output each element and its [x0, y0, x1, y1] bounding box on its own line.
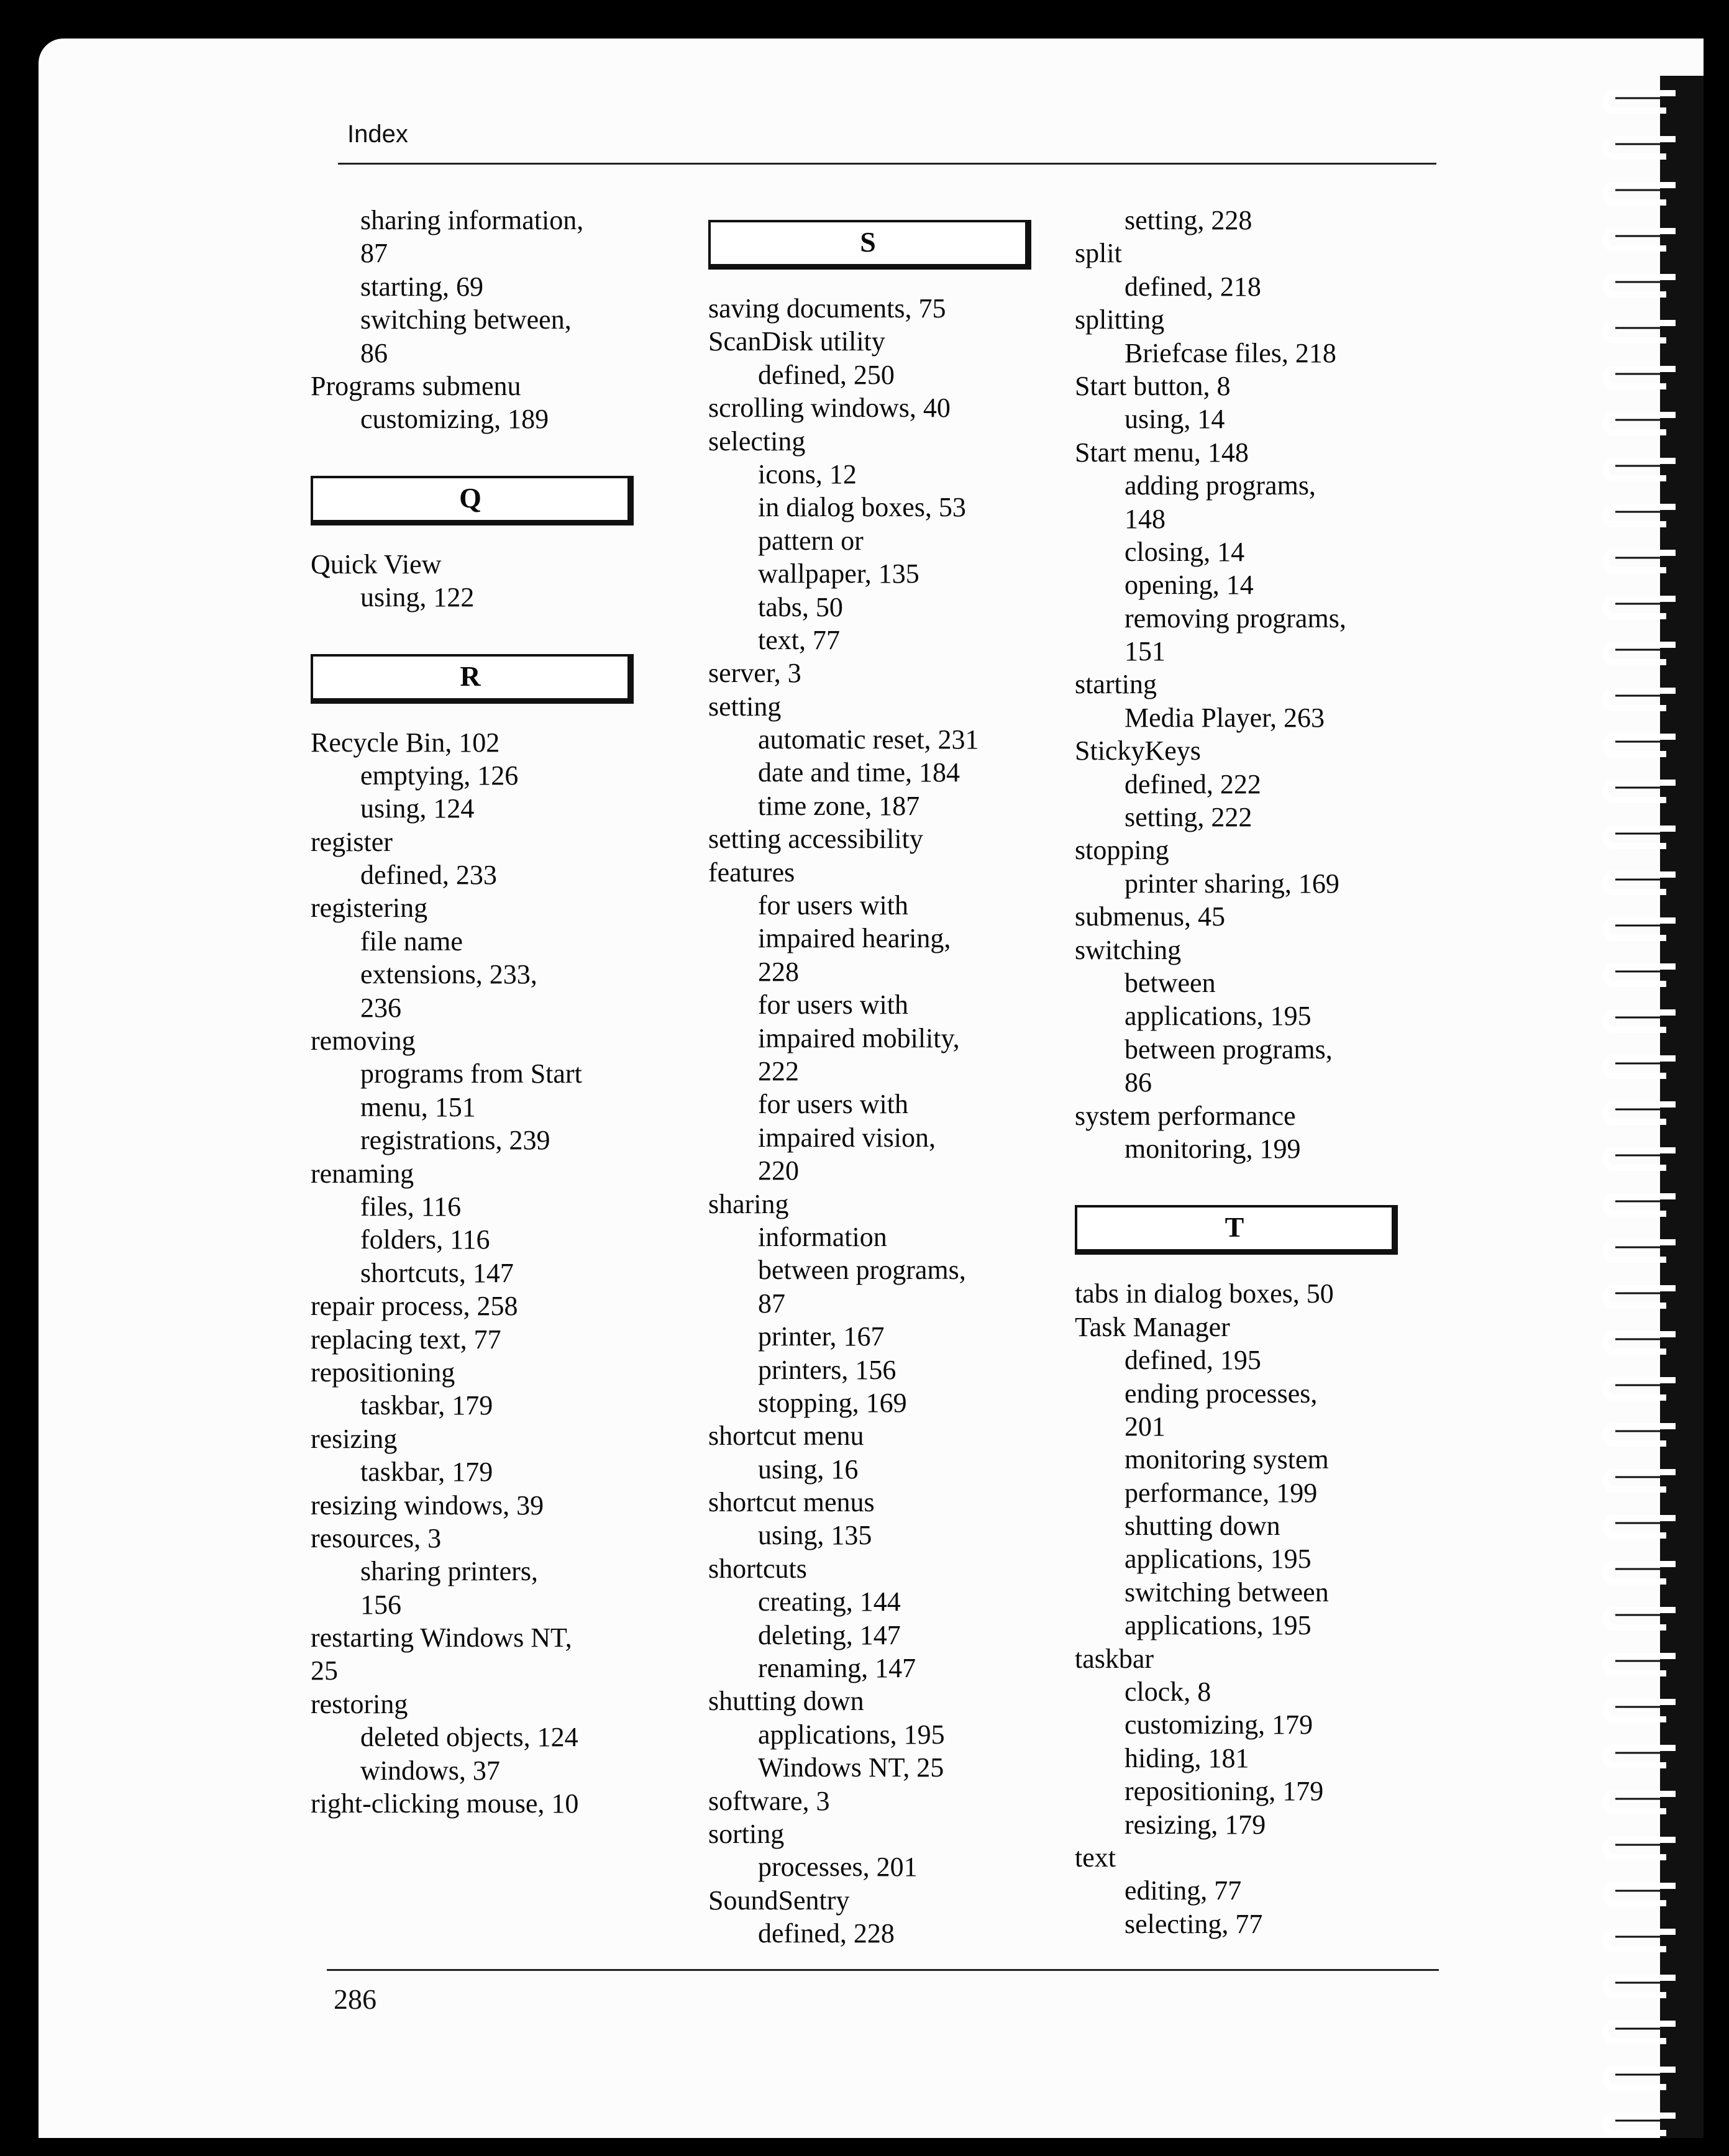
section-letter-t: T — [1075, 1205, 1398, 1255]
index-subentry: applications, 195 — [758, 1719, 945, 1750]
index-subentry: customizing, 179 — [1125, 1709, 1313, 1740]
index-subentry: registrations, 239 — [360, 1125, 550, 1156]
index-entry: removing — [311, 1026, 416, 1057]
index-entry: saving documents, 75 — [708, 293, 946, 324]
index-entry: starting — [1075, 669, 1157, 700]
index-entry: features — [708, 857, 795, 888]
index-subentry: information — [758, 1221, 887, 1252]
index-subentry: pattern or — [758, 525, 864, 556]
index-subentry: deleting, 147 — [758, 1619, 901, 1650]
section-gap — [1075, 1165, 1398, 1198]
index-subentry: adding programs, — [1125, 470, 1316, 501]
index-entry: repair process, 258 — [311, 1291, 518, 1322]
index-subentry: setting, 222 — [1125, 802, 1252, 833]
index-subentry: editing, 77 — [1125, 1875, 1242, 1906]
index-subentry: automatic reset, 231 — [758, 724, 979, 755]
index-subentry: impaired hearing, — [758, 923, 951, 954]
index-subentry: using, 14 — [1125, 404, 1225, 435]
index-entry: scrolling windows, 40 — [708, 393, 951, 424]
index-subentry: 86 — [360, 337, 388, 368]
index-subentry: folders, 116 — [360, 1224, 490, 1255]
index-entry: sharing — [708, 1188, 789, 1219]
index-subentry: clock, 8 — [1125, 1676, 1211, 1708]
index-subentry: stopping, 169 — [758, 1387, 907, 1418]
book-page — [39, 39, 1704, 2138]
index-entry: Start button, 8 — [1075, 370, 1231, 401]
index-entry: shortcut menu — [708, 1421, 864, 1452]
index-entry: StickyKeys — [1075, 735, 1201, 766]
index-subentry: defined, 228 — [758, 1918, 895, 1949]
index-subentry: file name — [360, 926, 463, 957]
index-subentry: switching between — [1125, 1576, 1329, 1608]
index-entry: ScanDisk utility — [708, 326, 885, 357]
index-subentry: tabs, 50 — [758, 591, 843, 622]
index-subentry: removing programs, — [1125, 603, 1346, 634]
index-entry: tabs in dialog boxes, 50 — [1075, 1278, 1334, 1309]
index-subentry: 222 — [758, 1055, 799, 1086]
index-subentry: time zone, 187 — [758, 790, 920, 821]
index-subentry: starting, 69 — [360, 271, 483, 302]
index-subentry: 87 — [360, 238, 388, 269]
index-entry: shortcuts — [708, 1553, 807, 1584]
index-subentry: wallpaper, 135 — [758, 558, 919, 589]
footer-rule — [327, 1969, 1439, 1971]
index-entry: repositioning — [311, 1357, 455, 1388]
index-entry: register — [311, 826, 393, 857]
index-entry: restarting Windows NT, — [311, 1622, 572, 1653]
index-subentry: printers, 156 — [758, 1354, 896, 1385]
index-entry: right-clicking mouse, 10 — [311, 1788, 579, 1819]
index-entry: system performance — [1075, 1100, 1296, 1131]
index-subentry: date and time, 184 — [758, 757, 960, 788]
index-subentry: 228 — [758, 956, 799, 987]
index-entry: software, 3 — [708, 1785, 830, 1816]
header-rule — [338, 163, 1436, 165]
index-subentry: menu, 151 — [360, 1091, 476, 1122]
index-entry: text — [1075, 1842, 1116, 1873]
index-subentry: icons, 12 — [758, 458, 857, 489]
index-subentry: creating, 144 — [758, 1586, 901, 1617]
index-subentry: performance, 199 — [1125, 1477, 1318, 1508]
index-subentry: 151 — [1125, 636, 1166, 667]
index-entry: replacing text, 77 — [311, 1324, 501, 1355]
index-entry: stopping — [1075, 835, 1169, 866]
index-subentry: 87 — [758, 1288, 785, 1319]
index-entry: 25 — [311, 1655, 338, 1686]
index-entry: selecting — [708, 425, 806, 457]
index-subentry: 86 — [1125, 1067, 1152, 1098]
index-subentry: monitoring system — [1125, 1444, 1329, 1475]
index-subentry: defined, 218 — [1125, 271, 1261, 302]
index-subentry: sharing printers, — [360, 1556, 538, 1587]
index-entry: Start menu, 148 — [1075, 437, 1249, 468]
index-subentry: printer, 167 — [758, 1321, 885, 1352]
index-subentry: setting, 228 — [1125, 205, 1252, 235]
section-gap — [311, 614, 634, 647]
index-entry: restoring — [311, 1688, 408, 1719]
index-subentry: Briefcase files, 218 — [1125, 337, 1336, 368]
index-subentry: opening, 14 — [1125, 570, 1254, 601]
index-subentry: Windows NT, 25 — [758, 1752, 944, 1783]
index-entry: server, 3 — [708, 658, 801, 689]
index-subentry: using, 124 — [360, 793, 475, 824]
section-letter-q: Q — [311, 476, 634, 525]
index-entry: SoundSentry — [708, 1885, 850, 1916]
index-entry: Task Manager — [1075, 1311, 1230, 1342]
index-subentry: between — [1125, 967, 1216, 998]
index-column-2 — [708, 212, 1031, 1950]
index-subentry: processes, 201 — [758, 1852, 918, 1883]
index-subentry: monitoring, 199 — [1125, 1133, 1301, 1164]
index-entry: setting — [708, 691, 782, 722]
index-entry: Recycle Bin, 102 — [311, 727, 500, 758]
index-entry: sorting — [708, 1818, 785, 1849]
index-entry: setting accessibility — [708, 824, 923, 855]
index-entry: registering — [311, 893, 428, 924]
index-subentry: Media Player, 263 — [1125, 702, 1325, 733]
index-subentry: renaming, 147 — [758, 1653, 916, 1684]
index-subentry: closing, 14 — [1125, 536, 1245, 567]
index-entry: Programs submenu — [311, 370, 521, 401]
index-subentry: windows, 37 — [360, 1755, 500, 1786]
index-subentry: using, 122 — [360, 582, 475, 613]
index-subentry: defined, 222 — [1125, 768, 1261, 799]
index-subentry: customizing, 189 — [360, 404, 549, 435]
index-entry: taskbar — [1075, 1643, 1154, 1674]
index-entry: shortcut menus — [708, 1487, 875, 1518]
index-subentry: 201 — [1125, 1411, 1166, 1442]
index-subentry: printer sharing, 169 — [1125, 868, 1339, 899]
index-subentry: selecting, 77 — [1125, 1908, 1263, 1939]
index-subentry: between programs, — [758, 1255, 966, 1286]
index-subentry: text, 77 — [758, 624, 840, 655]
running-head: Index — [347, 121, 408, 148]
spiral-binding — [1598, 76, 1704, 2138]
index-subentry: taskbar, 179 — [360, 1390, 493, 1421]
index-subentry: applications, 195 — [1125, 1610, 1312, 1641]
index-subentry: applications, 195 — [1125, 1001, 1312, 1032]
index-subentry: for users with — [758, 1089, 908, 1120]
index-subentry: ending processes, — [1125, 1378, 1318, 1409]
index-subentry: resizing, 179 — [1125, 1809, 1266, 1840]
index-subentry: taskbar, 179 — [360, 1457, 493, 1488]
index-subentry: defined, 250 — [758, 359, 895, 390]
index-entry: split — [1075, 238, 1122, 269]
index-column-1 — [311, 204, 634, 1820]
index-entry: resizing — [311, 1423, 398, 1454]
index-subentry: 236 — [360, 992, 401, 1023]
index-subentry: shutting down — [1125, 1511, 1280, 1542]
index-subentry: defined, 195 — [1125, 1345, 1261, 1376]
index-entry: splitting — [1075, 304, 1165, 335]
index-entry: Quick View — [311, 548, 442, 580]
index-entry: renaming — [311, 1158, 414, 1189]
index-subentry: emptying, 126 — [360, 760, 519, 791]
index-subentry: extensions, 233, — [360, 959, 537, 990]
index-subentry: switching between, — [360, 304, 572, 335]
index-subentry: defined, 233 — [360, 860, 497, 891]
index-subentry: between programs, — [1125, 1034, 1333, 1065]
index-subentry: hiding, 181 — [1125, 1742, 1249, 1773]
index-column-3 — [1075, 204, 1398, 1940]
index-subentry: for users with — [758, 989, 908, 1021]
page-number: 286 — [334, 1983, 376, 2015]
index-subentry: deleted objects, 124 — [360, 1722, 578, 1753]
section-letter-s: S — [708, 220, 1031, 270]
index-subentry: in dialog boxes, 53 — [758, 492, 966, 523]
section-gap — [311, 436, 634, 468]
index-subentry: 148 — [1125, 503, 1166, 534]
index-entry: shutting down — [708, 1686, 864, 1717]
index-subentry: impaired mobility, — [758, 1022, 960, 1053]
section-letter-r: R — [311, 654, 634, 704]
index-subentry: sharing information, — [360, 205, 584, 235]
index-subentry: repositioning, 179 — [1125, 1776, 1324, 1807]
index-entry: submenus, 45 — [1075, 901, 1225, 932]
index-subentry: applications, 195 — [1125, 1544, 1312, 1575]
index-entry: resizing windows, 39 — [311, 1490, 544, 1521]
index-subentry: using, 135 — [758, 1520, 872, 1551]
index-subentry: using, 16 — [758, 1453, 859, 1485]
index-subentry: for users with — [758, 890, 908, 921]
index-entry: switching — [1075, 934, 1182, 965]
index-subentry: programs from Start — [360, 1058, 582, 1089]
index-subentry: shortcuts, 147 — [360, 1257, 514, 1288]
index-subentry: files, 116 — [360, 1191, 462, 1222]
index-entry: resources, 3 — [311, 1522, 442, 1553]
index-subentry: 156 — [360, 1589, 401, 1620]
index-subentry: 220 — [758, 1155, 799, 1186]
index-subentry: impaired vision, — [758, 1122, 936, 1153]
